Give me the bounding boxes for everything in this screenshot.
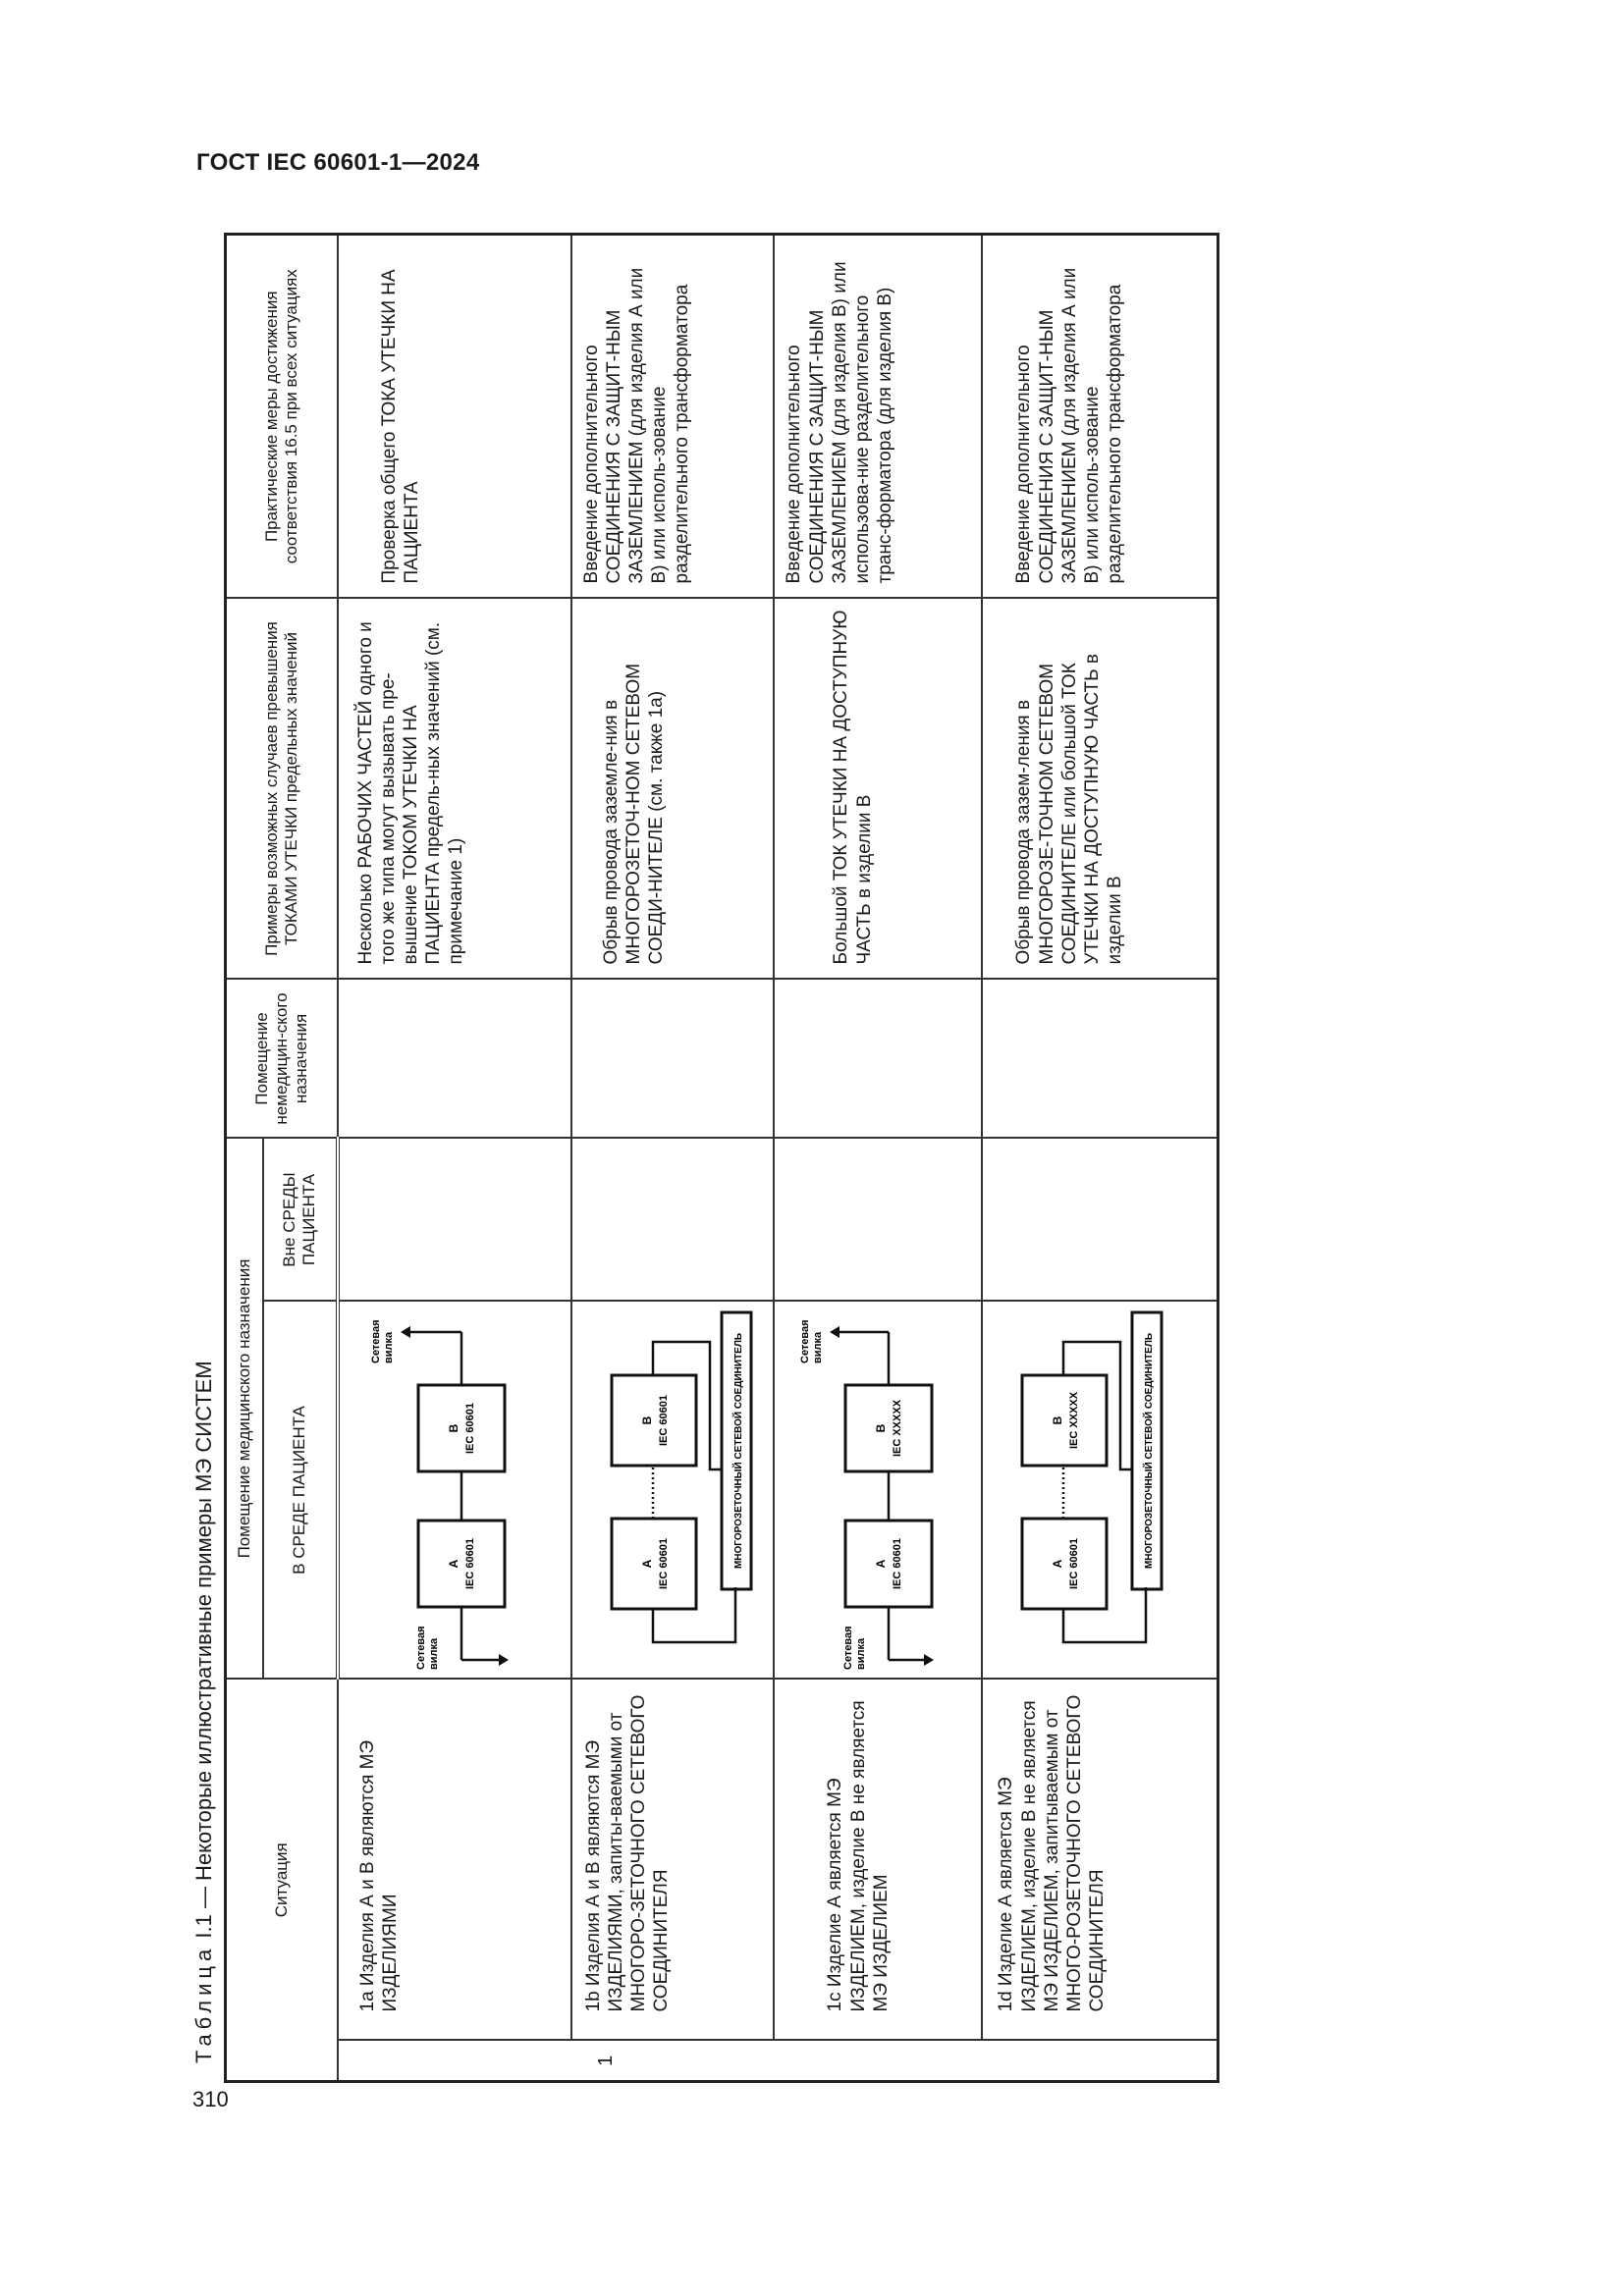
device-a-box	[845, 1521, 932, 1607]
device-b-box	[612, 1375, 696, 1466]
header-non-medical-room: Помещение немедицин-ского назначения	[226, 979, 338, 1138]
measures-cell: Введение дополнительного СОЕДИНЕНИЯ С ЗАЩИТ-НЫМ ЗАЗЕМЛЕНИЕМ (для изделия А или В) или исполь-зование разделительного трансформатора	[571, 234, 775, 598]
situation-cell: 1d Изделие А является МЭ ИЗДЕЛИЕМ, изделие В не является МЭ ИЗДЕЛИЕМ, запитываемым от МНОГО-РОЗЕТОЧНОГО СЕТЕВОГО СОЕДИНИТЕЛЯ	[982, 1679, 1218, 2040]
device-b-box	[418, 1385, 505, 1471]
mpso-label: МНОГОРОЗЕТОЧНЫЙ СЕТЕВОЙ СОЕДИНИТЕЛЬ	[732, 1333, 744, 1570]
caption-prefix: Таблица	[191, 1944, 216, 2063]
measures-cell: Проверка общего ТОКА УТЕЧКИ НА ПАЦИЕНТА	[338, 234, 571, 598]
plug-label-line2: вилка	[812, 1332, 825, 1364]
device-b-standard: IEC 60601	[463, 1403, 476, 1455]
table-rotated	[224, 236, 1206, 2083]
empty-cell	[338, 1138, 571, 1301]
plug-label-line2: вилка	[382, 1332, 395, 1364]
empty-cell	[774, 1138, 982, 1301]
device-b-label: B	[874, 1424, 889, 1433]
empty-cell	[982, 1138, 1218, 1301]
device-a-box	[418, 1521, 505, 1607]
device-a-standard: IEC 60601	[1068, 1538, 1081, 1590]
example-cell: Несколько РАБОЧИХ ЧАСТЕЙ одного и того же типа могут вызывать пре-вышение ТОКОМ УТЕЧКИ НА ПАЦИЕНТА предель-ных значений (см. примечание 1)	[338, 598, 571, 979]
situation-cell: 1b Изделия А и В являются МЭ ИЗДЕЛИЯМИ, запиты-ваемыми от МНОГОРО-ЗЕТОЧНОГО СЕТЕВОГО СОЕДИНИТЕЛЯ	[571, 1679, 775, 2040]
example-cell: Обрыв провода зазем-ления в МНОГОРОЗЕ-ТОЧНОМ СЕТЕВОМ СОЕДИНИТЕЛЕ или большой ТОК УТЕЧКИ НА ДОСТУПНУЮ ЧАСТЬ в изделии В	[982, 598, 1218, 979]
plug-label-line1: Сетевая	[799, 1319, 812, 1364]
device-b-label: B	[639, 1416, 654, 1425]
mpso-label: МНОГОРОЗЕТОЧНЫЙ СЕТЕВОЙ СОЕДИНИТЕЛЬ	[1144, 1333, 1156, 1570]
plug-label-line2: вилка	[855, 1638, 868, 1671]
header-outside-patient-env: Вне СРЕДЫ ПАЦИЕНТА	[263, 1138, 338, 1301]
example-cell: Большой ТОК УТЕЧКИ НА ДОСТУПНУЮ ЧАСТЬ в изделии В	[774, 598, 982, 979]
empty-cell	[982, 979, 1218, 1138]
device-a-standard: IEC 60601	[657, 1538, 670, 1590]
device-a-label: A	[874, 1560, 889, 1569]
situation-cell: 1a Изделия А и В являются МЭ ИЗДЕЛИЯМИ	[338, 1679, 571, 2040]
empty-cell	[571, 979, 775, 1138]
diagram-1c	[786, 1303, 973, 1676]
table-row	[571, 234, 775, 2081]
diagram-cell	[774, 1301, 982, 1679]
plug-label-line1: Сетевая	[369, 1319, 382, 1364]
device-b-standard: IEC XXXXX	[1068, 1392, 1081, 1450]
header-examples: Примеры возможных случаев превышения ТОКАМИ УТЕЧКИ предельных значений	[226, 598, 338, 979]
device-a-label: A	[446, 1560, 460, 1569]
document-header: ГОСТ IEC 60601-1—2024	[196, 149, 480, 176]
diagram-cell	[982, 1301, 1218, 1679]
device-a-box	[1022, 1519, 1107, 1609]
diagram-1b	[584, 1303, 766, 1676]
measures-cell: Введение дополнительного СОЕДИНЕНИЯ С ЗАЩИТ-НЫМ ЗАЗЕМЛЕНИЕМ (для изделия В) или использова-ние разделительного транс-форматора (для изделия В)	[774, 234, 982, 598]
diagram-cell	[571, 1301, 775, 1679]
situation-cell: 1c Изделие А является МЭ ИЗДЕЛИЕМ, изделие В не является МЭ ИЗДЕЛИЕМ	[774, 1679, 982, 2040]
device-a-standard: IEC 60601	[463, 1538, 476, 1590]
header-medical-room: Помещение медицинского назначения	[226, 1138, 263, 1679]
plug-label-line1: Сетевая	[414, 1626, 427, 1671]
caption-text: I.1 — Некоторые иллюстративные примеры МЭ СИСТЕМ	[191, 1361, 216, 1945]
diagram-cell	[338, 1301, 571, 1679]
device-b-box	[1022, 1375, 1107, 1466]
mains-plug-right	[799, 1320, 889, 1386]
device-a-label: A	[1051, 1560, 1065, 1569]
table-row	[774, 234, 982, 2081]
header-in-patient-env: В СРЕДЕ ПАЦИЕНТА	[263, 1301, 338, 1679]
empty-cell	[571, 1138, 775, 1301]
device-b-label: B	[446, 1424, 460, 1433]
examples-table	[224, 233, 1219, 2083]
device-a-label: A	[639, 1560, 654, 1569]
header-situation: Ситуация	[226, 1679, 338, 2081]
diagram-1d	[995, 1303, 1176, 1676]
header-measures: Практические меры достижения соответствия 16.5 при всех ситуациях	[226, 234, 338, 598]
table-caption	[191, 1258, 217, 2063]
diagram-1a	[352, 1303, 558, 1676]
measures-cell: Введение дополнительного СОЕДИНЕНИЯ С ЗАЩИТ-НЫМ ЗАЗЕМЛЕНИЕМ (для изделия А или В) или исполь-зование разделительного трансформатора	[982, 234, 1218, 598]
table-row	[338, 234, 571, 2081]
device-b-standard: IEC XXXXX	[892, 1400, 904, 1458]
table-row	[982, 234, 1218, 2081]
example-cell: Обрыв провода заземле-ния в МНОГОРОЗЕТОЧ-НОМ СЕТЕВОМ СОЕДИ-НИТЕЛЕ (см. также 1a)	[571, 598, 775, 979]
device-b-label: B	[1051, 1416, 1065, 1425]
page-number: 310	[192, 2087, 229, 2111]
plug-label-line1: Сетевая	[842, 1626, 855, 1671]
device-a-box	[612, 1519, 696, 1609]
device-a-standard: IEC 60601	[892, 1538, 904, 1590]
plug-label-line2: вилка	[427, 1638, 440, 1671]
device-b-standard: IEC 60601	[657, 1395, 670, 1447]
empty-cell	[338, 979, 571, 1138]
device-b-box	[845, 1385, 932, 1471]
empty-cell	[774, 979, 982, 1138]
mains-plug-right	[370, 1320, 461, 1386]
row-group-number: 1	[338, 2041, 1218, 2082]
